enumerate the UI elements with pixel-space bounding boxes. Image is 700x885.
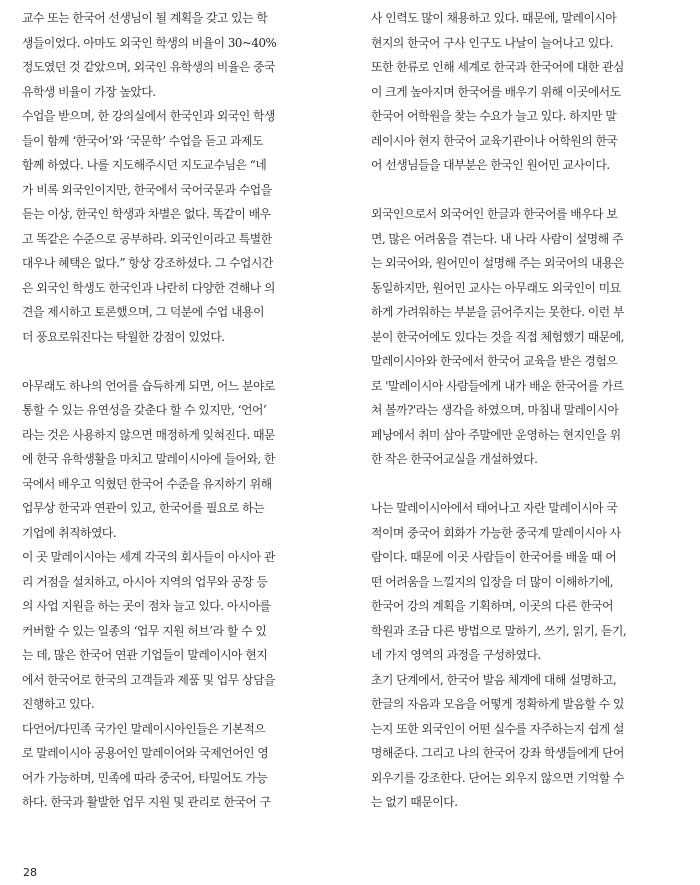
text-line: 어가 가능하며, 민족에 따라 중국어, 타밀어도 가능: [22, 770, 268, 785]
text-line: 의 사업 지원을 하는 곳이 점차 늘고 있다. 아시아를: [22, 599, 271, 613]
text-line: 함께 하였다. 나를 지도해주시던 지도교수님은 “네: [22, 158, 267, 172]
paragraph-gap: [371, 178, 671, 203]
text-line: 하게 가려워하는 부분을 긁어주지는 못한다. 이런 부: [371, 305, 624, 319]
text-line: 는 데, 많은 한국어 연관 기업들이 말레이시아 현지: [22, 648, 268, 662]
text-line: 페낭에서 취미 삼아 주말에만 운영하는 현지인을 위: [371, 427, 621, 442]
text-line: 하다. 한국과 활발한 업무 지원 및 관리로 한국어 구: [22, 795, 271, 809]
text-line: 기업에 취직하였다.: [22, 525, 117, 540]
text-line: 학원과 조금 다른 방법으로 말하기, 쓰기, 읽기, 듣기,: [371, 623, 627, 638]
text-line: 사 인력도 많이 채용하고 있다. 때문에, 말레이시아: [371, 11, 617, 25]
text-line: 에 한국 유학생활을 마치고 말레이시아에 들어와, 한: [22, 452, 275, 466]
text-line: 이 곳 말레이시아는 세계 각국의 회사들이 아시아 관: [22, 550, 275, 564]
text-line: 떤 어려움을 느낄지의 입장을 더 많이 이해하기에,: [371, 574, 614, 589]
paragraph: [371, 496, 671, 668]
text-line: 외우기를 강조한다. 단어는 외우지 않으면 기억할 수: [371, 770, 624, 785]
text-line: 현지의 한국어 구사 인구도 나날이 늘어나고 있다.: [371, 35, 614, 50]
text-line: 어 선생님들을 대부분은 한국인 원어민 교사이다.: [371, 158, 610, 172]
text-line: 정도였던 것 같았으며, 외국인 유학생의 비율은 중국: [22, 60, 275, 74]
text-line: 람이다. 때문에 이곳 사람들이 한국어를 배울 때 어: [371, 550, 617, 564]
paragraph: [371, 202, 671, 472]
text-column-left: [22, 6, 322, 815]
text-line: 한 작은 한국어교실을 개설하였다.: [371, 452, 538, 466]
page-number: 28: [23, 866, 37, 879]
text-line: 쳐 볼까?'라는 생각을 하였으며, 마침내 말레이시아: [371, 403, 619, 417]
text-line: 로 말레이시아 공용어인 말레이어와 국제언어인 영: [22, 746, 269, 760]
text-line: 동일하지만, 원어민 교사는 아무래도 외국인이 미묘: [371, 280, 621, 295]
text-line: 국에서 배우고 익혔던 한국어 수준을 유지하기 위해: [22, 476, 272, 491]
text-line: 라는 것은 사용하지 않으면 매정하게 잊혀진다. 때문: [22, 427, 275, 442]
text-line: 레이시아 현지 한국어 교육기관이나 어학원의 한국: [371, 133, 618, 148]
paragraph-gap: [22, 349, 322, 374]
text-line: 수업을 받으며, 한 강의실에서 한국인과 외국인 학생: [22, 109, 275, 123]
paragraph: [371, 6, 671, 178]
text-line: 한국어 강의 계획을 기획하며, 이곳의 다른 한국어: [371, 599, 614, 613]
text-column-right: [371, 6, 671, 815]
text-line: 생들이었다. 아마도 외국인 학생의 비율이 30~40%: [22, 35, 277, 50]
paragraph: [371, 668, 671, 815]
text-line: 고 똑같은 수준으로 공부하라. 외국인이라고 특별한: [22, 231, 272, 246]
text-line: 또한 한류로 인해 세계로 한국과 한국어에 대한 관심: [371, 60, 624, 74]
text-line: 는 없기 때문이다.: [371, 795, 458, 809]
paragraph: [22, 717, 322, 815]
text-line: 커버할 수 있는 일종의 ‘업무 지원 허브’라 할 수 있: [22, 623, 267, 638]
text-line: 초기 단계에서, 한국어 발음 체계에 대해 설명하고,: [371, 672, 617, 687]
paragraph: [22, 104, 322, 349]
paragraph: [22, 6, 322, 104]
paragraph: [22, 545, 322, 717]
text-line: 리 거점을 설치하고, 아시아 지역의 업무와 공장 등: [22, 574, 268, 589]
text-line: 말레이시아와 한국에서 한국어 교육을 받은 경험으: [371, 354, 618, 368]
text-line: 아무래도 하나의 언어를 습득하게 되면, 어느 분야로: [22, 378, 275, 393]
text-line: 명해준다. 그리고 나의 한국어 강좌 학생들에게 단어: [371, 746, 624, 760]
text-line: 업무상 한국과 연관이 있고, 한국어를 필요로 하는: [22, 501, 265, 515]
text-line: 분이 한국어에도 있다는 것을 직접 체험했기 때문에,: [371, 329, 624, 344]
text-line: 은 외국인 학생도 한국인과 나란히 다양한 견해나 의: [22, 280, 275, 295]
text-line: 이 크게 높아지며 한국어를 배우기 위해 이곳에서도: [371, 84, 621, 99]
text-line: 는지 또한 외국인이 어떤 실수를 자주하는지 쉽게 설: [371, 721, 624, 736]
text-line: 교수 또는 한국어 선생님이 될 계획을 갖고 있는 학: [22, 11, 268, 25]
text-line: 에서 한국어로 한국의 고객들과 제품 및 업무 상담을: [22, 672, 275, 687]
text-line: 더 풍요로워진다는 탁월한 강점이 있었다.: [22, 329, 225, 344]
paragraph: [22, 374, 322, 546]
paragraph-gap: [371, 472, 671, 497]
text-line: 외국인으로서 외국어인 한글과 한국어를 배우다 보: [371, 207, 618, 221]
text-line: 견을 제시하고 토론했으며, 그 덕분에 수업 내용이: [22, 305, 265, 319]
text-line: 가 비록 외국인이지만, 한국에서 국어국문과 수업을: [22, 182, 272, 197]
text-line: 대우나 혜택은 없다.” 항상 강조하셨다. 그 수업시간: [22, 256, 273, 270]
text-line: 진행하고 있다.: [22, 697, 95, 711]
text-line: 통할 수 있는 유연성을 갖춘다 할 수 있지만, ‘언어’: [22, 403, 267, 417]
text-line: 면, 많은 어려움을 겪는다. 내 나라 사람이 설명해 주: [371, 231, 623, 246]
text-line: 한국어 어학원을 찾는 수요가 늘고 있다. 하지만 말: [371, 109, 617, 123]
text-line: 듣는 이상, 한국인 학생과 차별은 없다. 똑같이 배우: [22, 207, 271, 221]
text-line: 한글의 자음과 모음을 어떻게 정확하게 발음할 수 있: [371, 697, 624, 711]
text-line: 로 '말레이시아 사람들에게 내가 배운 한국어를 가르: [371, 378, 624, 393]
text-line: 는 외국어와, 원어민이 설명해 주는 외국어의 내용은: [371, 256, 624, 270]
text-line: 적이며 중국어 회화가 가능한 중국계 말레이시아 사: [371, 525, 621, 540]
text-line: 유학생 비율이 가장 높았다.: [22, 84, 156, 99]
text-line: 들이 함께 ‘한국어’와 ‘국문학’ 수업을 듣고 과제도: [22, 133, 263, 148]
text-line: 네 가지 영역의 과정을 구성하였다.: [371, 648, 541, 662]
text-line: 다언어/다민족 국가인 말레이시아인들은 기본적으: [22, 721, 266, 736]
text-line: 나는 말레이시아에서 태어나고 자란 말레이시아 국: [371, 501, 618, 515]
